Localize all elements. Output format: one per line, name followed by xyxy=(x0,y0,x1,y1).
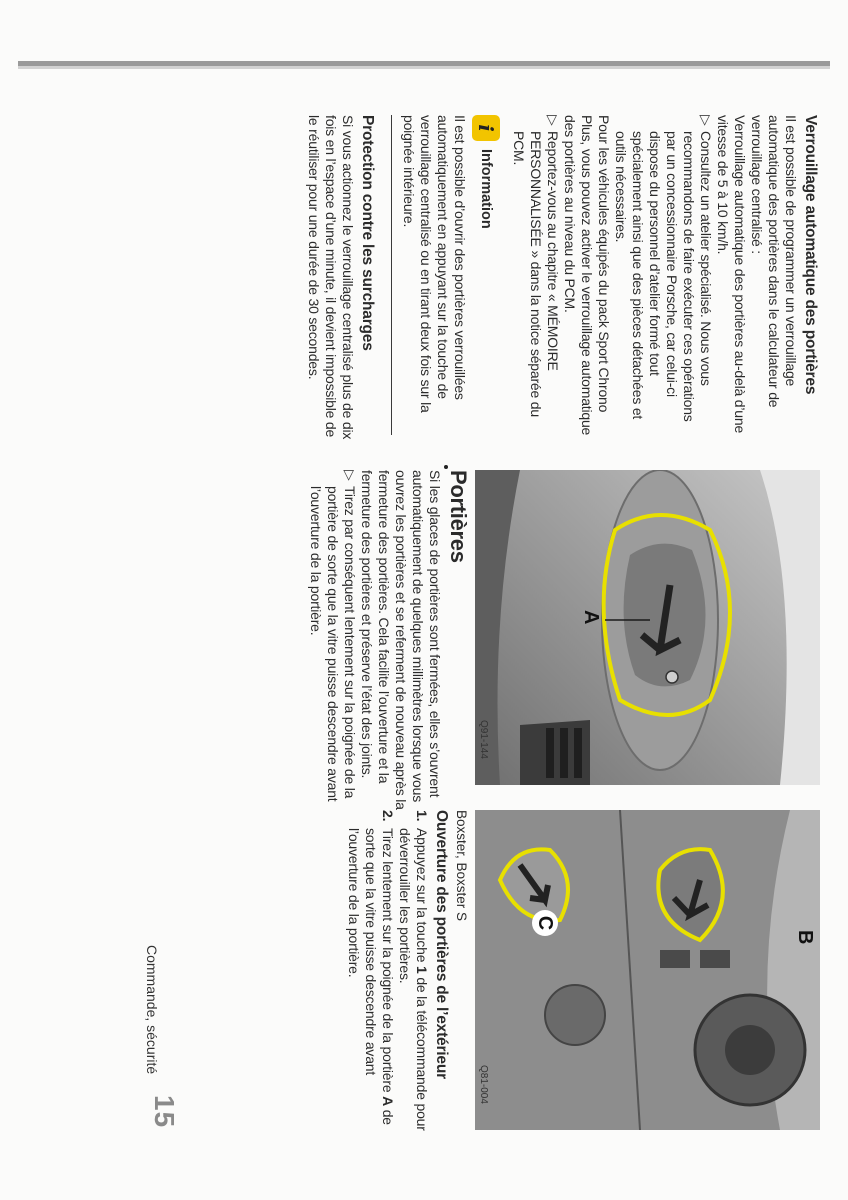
doors-bullet xyxy=(307,470,358,810)
open-outside-title: Ouverture des portières de l’extérieur xyxy=(433,810,450,1079)
auto-lock-speed: Verrouillage automatique des portières au-delà d’une vitesse de 5 à 10 km/h. xyxy=(715,115,748,434)
auto-lock-title: Verrouillage automatique des portières xyxy=(802,115,819,395)
photo-code: Q91-144 xyxy=(478,720,489,759)
stray-dot xyxy=(444,465,448,469)
overload-text: Si vous actionnez le verrouillage centralisé plus de dix fois en l’espace d’une minute, il devient impossible de le réutiliser pour une durée de 30 secondes. xyxy=(306,115,356,440)
step-2: 2. Tirez lentement sur la poignée de la portière A de sorte que la vitre puisse descendre avant l’ouverture de la portière. xyxy=(346,810,396,1125)
model-caption: Boxster, Boxster S xyxy=(454,810,469,922)
step-1: 1. Appuyez sur la touche 1 de la télécommande pour déverrouiller les portières. xyxy=(397,810,430,1131)
column-open-outside xyxy=(345,810,820,1140)
photo-code: Q81-004 xyxy=(478,1065,489,1104)
auto-lock-chrono: Pour les véhicules équipés du pack Sport Chrono Plus, vous pouvez activer le verrouillage automatique des portières au niveau du PCM. xyxy=(562,115,612,436)
info-header xyxy=(472,115,500,440)
doors-text: Si les glaces de portières sont fermées, elles s’ouvrent automatiquement de quelques millimètres lorsque vous ouvrez les portières et se referment de nouveau après la fermeture des portières. Cela facilite l’ouverture et la fermeture des portières et préserve l’état des joints. xyxy=(359,470,443,810)
info-icon: i xyxy=(472,115,500,141)
door-handle-photo xyxy=(475,470,820,785)
photo-label-b: B xyxy=(794,930,816,945)
photo-label-c: C xyxy=(532,910,558,936)
interior-illustration xyxy=(475,810,820,1130)
column-auto-lock xyxy=(305,115,820,440)
footer-section: Commande, sécurité xyxy=(144,945,160,1075)
auto-lock-intro: Il est possible de programmer un verrouillage automatique des portières dans le calculateur de verrouillage centralisé : xyxy=(749,115,799,408)
bullet-arrow-icon: ▷ xyxy=(545,115,561,126)
door-handle-illustration xyxy=(475,470,820,785)
photo-label-a: A xyxy=(580,610,602,625)
bullet-text: Tirez par conséquent lentement sur la poignée de la portière de sorte que la vitre puisse descendre avant l’ouverture de la portière. xyxy=(308,486,358,802)
top-rule-shadow xyxy=(18,66,830,69)
bullet-text: Reportez-vous au chapitre « MÉMOIRE PERSONNALISÉE » dans la notice séparée du PCM. xyxy=(511,131,561,417)
auto-lock-bullet-workshop xyxy=(612,115,714,440)
info-title: Information xyxy=(478,149,494,229)
rotated-page xyxy=(144,115,820,1195)
bullet-text: Consultez un atelier spécialisé. Nous vous recommandons de faire exécuter ces opérations par un concessionnaire Porsche, car celui-ci dispose du personnel d’atelier formé tout spécialement ainsi que des pièces détachées et outils nécessaires. xyxy=(613,131,714,422)
bullet-arrow-icon: ▷ xyxy=(698,115,714,126)
overload-title: Protection contre les surcharges xyxy=(359,115,376,351)
section-divider xyxy=(391,115,392,435)
bullet-arrow-icon: ▷ xyxy=(342,470,358,481)
info-text: Il est possible d’ouvrir des portières verrouillées automatiquement en appuyant sur la touche de verrouillage centralisé ou en tirant deux fois sur la poignée intérieure. xyxy=(401,115,468,413)
doors-title: Portières xyxy=(446,470,471,563)
interior-photo xyxy=(475,810,820,1130)
column-doors xyxy=(307,470,820,810)
page-number: 15 xyxy=(149,1095,180,1129)
auto-lock-bullet-pcm xyxy=(510,115,561,440)
